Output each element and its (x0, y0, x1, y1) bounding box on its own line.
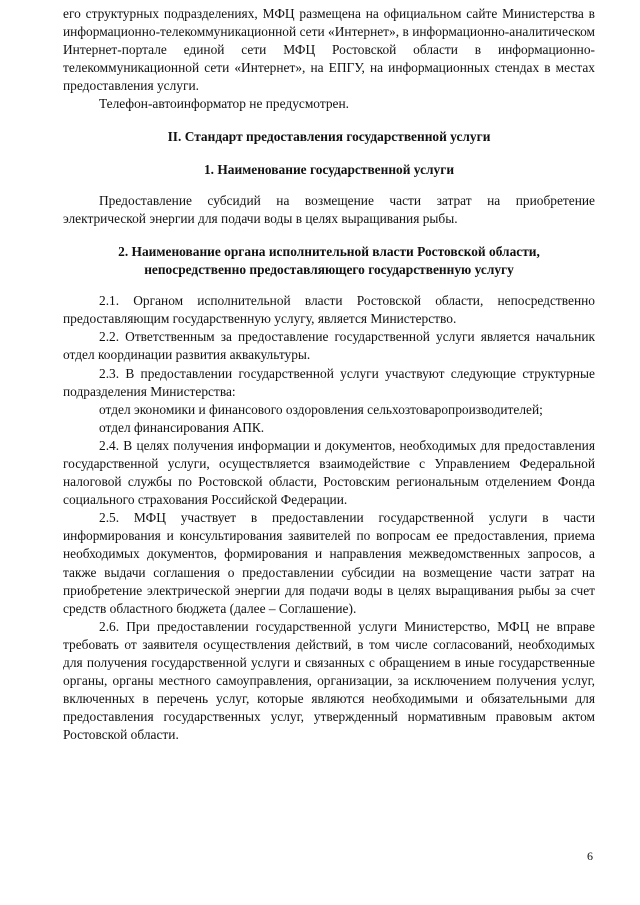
page-number: 6 (587, 849, 593, 863)
subsection-2-title-line2: непосредственно предоставляющего государственную услугу (144, 262, 514, 278)
subsection-2-title-line1: 2. Наименование органа исполнительной власти Ростовской области, (118, 243, 540, 259)
paragraph-2-3-item-2: отдел финансирования АПК. (99, 419, 265, 435)
paragraph-2-6: 2.6. При предоставлении государственной услуги Министерство, МФЦ не вправе требовать от заявителя осуществления действий, в том числе согласований, необходимых для получения государственной услуги и связанных с обращением в иные государственные органы, органы местного самоуправления, организации, за исключением получения услуг, включенных в перечень услуг, которые являются необходимыми и обязательными для предоставления государственных услуг, утвержденный нормативным правовым актом Ростовской области. (63, 618, 595, 743)
subsection-1-text: Предоставление субсидий на возмещение части затрат на приобретение электрической энергии для подачи воды в целях выращивания рыбы. (63, 192, 595, 226)
paragraph-2-5: 2.5. МФЦ участвует в предоставлении государственной услуги в части информирования и консультирования заявителей по вопросам ее предоставления, приема необходимых документов, формирования и направления межведомственных запросов, а также выдачи соглашения о предоставлении субсидии на возмещение части затрат на приобретение электрической энергии для подачи воды в целях выращивания рыбы за счет средств областного бюджета (далее – Соглашение). (63, 510, 595, 616)
paragraph-2-3: 2.3. В предоставлении государственной услуги участвуют следующие структурные подразделения Министерства: (63, 365, 595, 399)
paragraph-info-placement: его структурных подразделениях, МФЦ размещена на официальном сайте Министерства в информационно-телекоммуникационной сети «Интернет», в информационно-аналитическом Интернет-портале единой сети МФЦ Ростовской области в информационно-телекоммуникационной сети «Интернет», на ЕПГУ, на информационных стендах в местах предоставления услуги. (63, 6, 595, 94)
paragraph-2-4: 2.4. В целях получения информации и документов, необходимых для предоставления государственной услуги, осуществляется взаимодействие с Управлением Федеральной налоговой службы по Ростовской области, Ростовским региональным отделением Фонда социального страхования Российской Федерации. (63, 437, 595, 508)
subsection-1-title: 1. Наименование государственной услуги (203, 161, 455, 177)
section-title: II. Стандарт предоставления государственной услуги (167, 128, 491, 144)
paragraph-2-1: 2.1. Органом исполнительной власти Ростовской области, непосредственно предоставляющим государственную услугу, является Министерство. (63, 293, 595, 327)
paragraph-autoinformer: Телефон-автоинформатор не предусмотрен. (99, 96, 349, 112)
paragraph-2-2: 2.2. Ответственным за предоставление государственной услуги является начальник отдел координации развития аквакультуры. (63, 329, 595, 363)
paragraph-2-3-item-1: отдел экономики и финансового оздоровления сельхозтоваропроизводителей; (99, 401, 543, 417)
page-content (63, 5, 595, 744)
subsection-2-title (63, 243, 595, 279)
